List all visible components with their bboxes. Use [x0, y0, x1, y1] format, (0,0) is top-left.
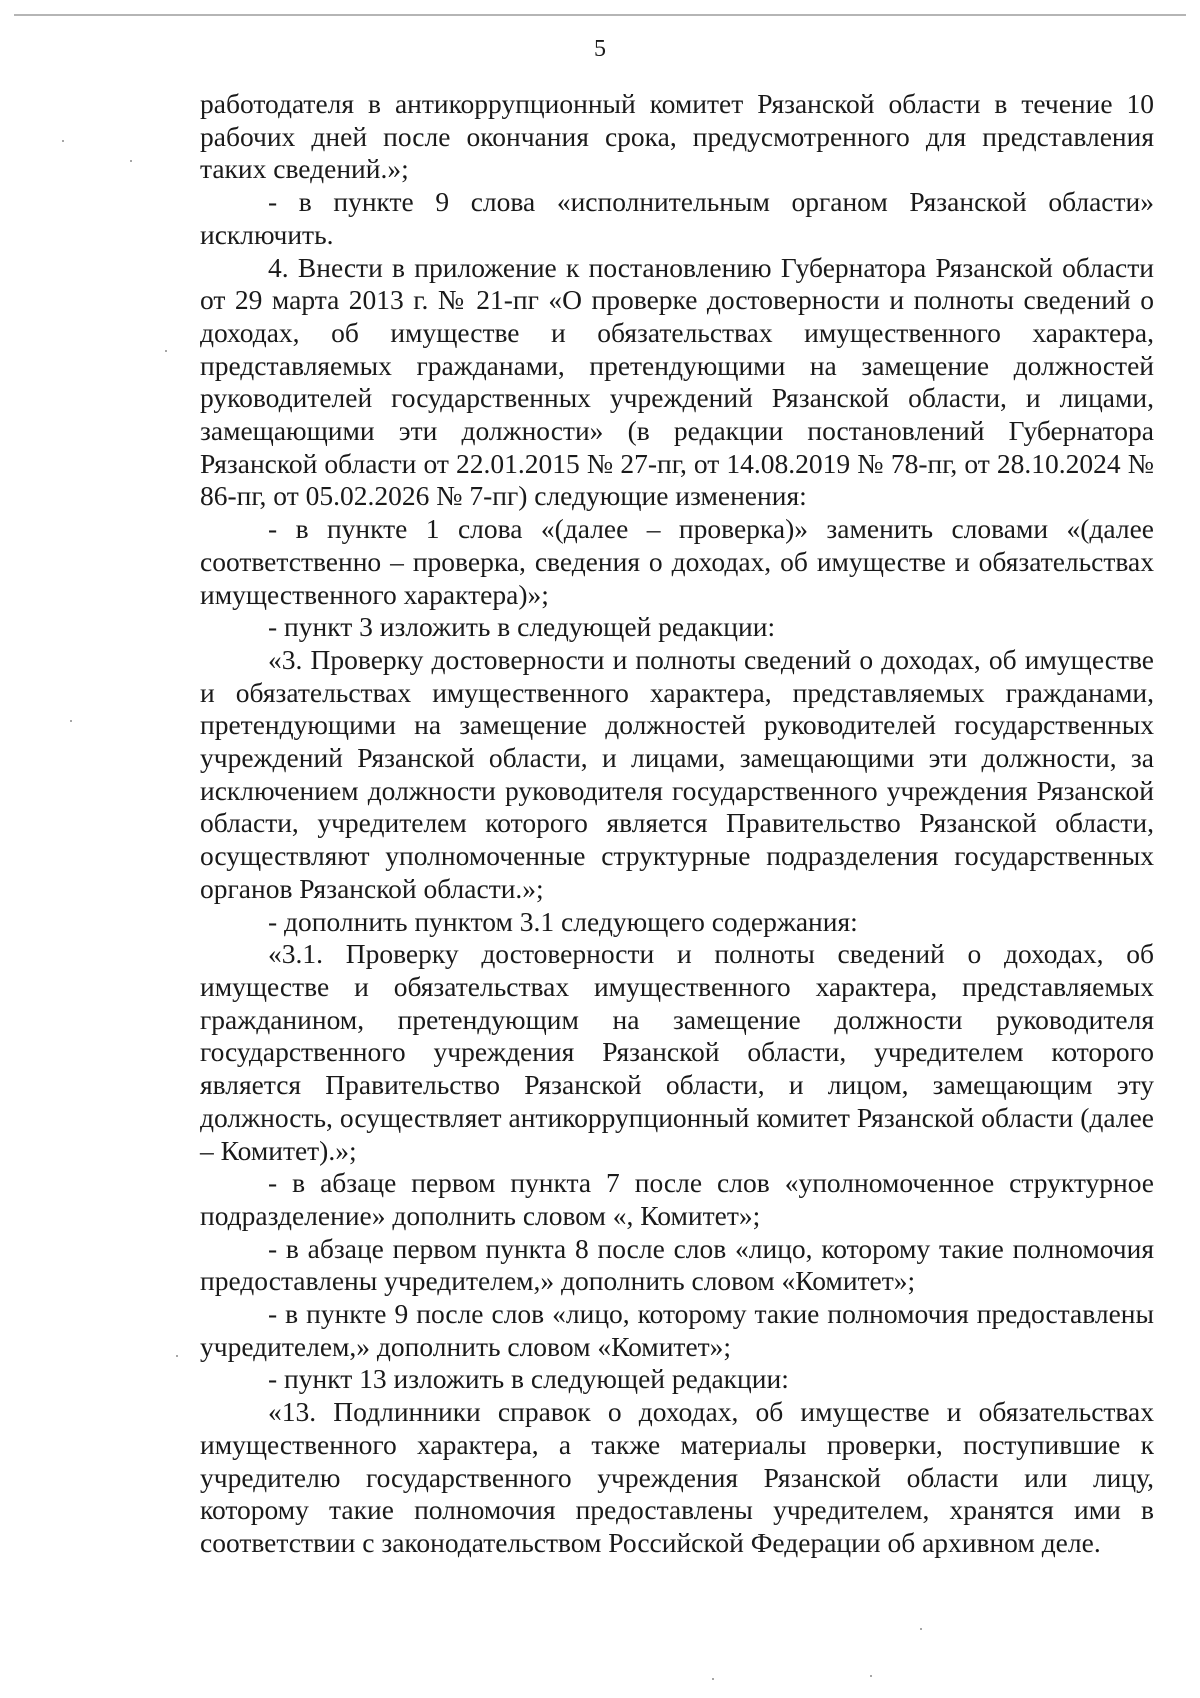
- scan-speck: [712, 1678, 714, 1680]
- paragraph-item-1-change: - в пункте 1 слова «(далее – проверка)» заменить словами «(далее соответственно – проверка, сведения о доходах, об имуществе и обязательствах имущественного характера)»;: [200, 513, 1154, 610]
- scan-speck: [130, 160, 132, 162]
- scan-speck: [176, 1355, 178, 1357]
- paragraph-item-3-text: «3. Проверку достоверности и полноты сведений о доходах, об имуществе и обязательствах имущественного характера, представляемых гражданами, претендующими на замещение должностей руководителей государственных учреждений Рязанской области, и лицами, замещающими эти должности, за исключением должности руководителя государственного учреждения Рязанской области, учредителем которого является Правительство Рязанской области, осуществляют уполномоченные структурные подразделения государственных органов Рязанской области.»;: [200, 643, 1154, 904]
- paragraph-continuation: работодателя в антикоррупционный комитет Рязанской области в течение 10 рабочих дней после окончания срока, предусмотренного для представления таких сведений.»;: [200, 88, 1154, 185]
- scan-speck: [920, 1628, 922, 1630]
- scan-speck: [870, 1675, 872, 1677]
- paragraph-section-4: 4. Внести в приложение к постановлению Губернатора Рязанской области от 29 марта 2013 г. № 21-пг «О проверке достоверности и полноты сведений о доходах, об имуществе и обязательствах имущественного характера, представляемых гражданами, претендующими на замещение должностей руководителей государственных учреждений Рязанской области, и лицами, замещающими эти должности» (в редакции постановлений Губернатора Рязанской области от 22.01.2015 № 27-пг, от 14.08.2019 № 78-пг, от 28.10.2024 № 86-пг, от 05.02.2026 № 7-пг) следующие изменения:: [200, 251, 1154, 512]
- paragraph-item-3-1-intro: - дополнить пунктом 3.1 следующего содержания:: [268, 905, 858, 937]
- document-body: [200, 88, 1154, 1560]
- scan-speck: [62, 140, 64, 142]
- scan-speck: [70, 720, 72, 722]
- paragraph-item-8-change: - в абзаце первом пункта 8 после слов «лицо, которому такие полномочия предоставлены учредителем,» дополнить словом «Комитет»;: [200, 1232, 1154, 1297]
- scan-top-edge: [14, 14, 1186, 16]
- scan-speck: [165, 350, 167, 352]
- page-number: 5: [594, 36, 606, 62]
- paragraph-item-13-intro: - пункт 13 изложить в следующей редакции:: [268, 1363, 789, 1395]
- paragraph-item-7-change: - в абзаце первом пункта 7 после слов «уполномоченное структурное подразделение» дополнить словом «, Комитет»;: [200, 1167, 1154, 1231]
- paragraph-item-9-exclude: - в пункте 9 слова «исполнительным органом Рязанской области» исключить.: [200, 186, 1154, 250]
- paragraph-item-13-text: «13. Подлинники справок о доходах, об имуществе и обязательствах имущественного характера, а также материалы проверки, поступившие к учредителю государственного учреждения Рязанской области или лицу, которому такие полномочия предоставлены учредителем, хранятся ими в соответствии с законодательством Российской Федерации об архивном деле.: [200, 1396, 1154, 1558]
- paragraph-item-3-intro: - пункт 3 изложить в следующей редакции:: [268, 611, 776, 643]
- paragraph-item-3-1-text: «3.1. Проверку достоверности и полноты сведений о доходах, об имуществе и обязательствах имущественного характера, представляемых гражданином, претендующим на замещение должности руководителя государственного учреждения Рязанской области, учредителем которого является Правительство Рязанской области, и лицом, замещающим эту должность, осуществляет антикоррупционный комитет Рязанской области (далее – Комитет).»;: [200, 938, 1154, 1166]
- paragraph-item-9-change: - в пункте 9 после слов «лицо, которому такие полномочия предоставлены учредителем,» дополнить словом «Комитет»;: [200, 1298, 1154, 1362]
